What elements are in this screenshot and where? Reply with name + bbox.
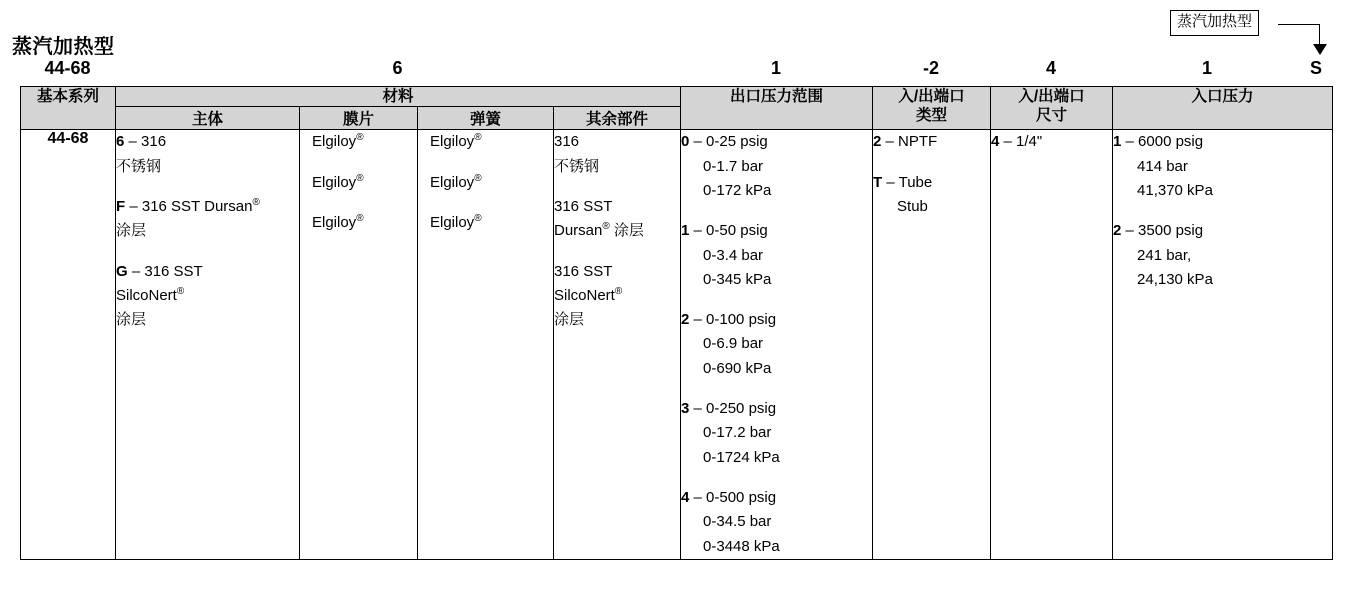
option-group: 4 – 0-500 psig 0-34.5 bar 0-3448 kPa <box>681 488 780 555</box>
option-group: 0 – 0-25 psig 0-1.7 bar 0-172 kPa <box>681 133 772 199</box>
cell-port-size <box>991 130 1113 559</box>
table-header-row-1 <box>21 87 1333 107</box>
option-group: 1 – 0-50 psig 0-3.4 bar 0-345 kPa <box>681 222 772 288</box>
order-code-segment: 1 <box>1201 58 1212 78</box>
header-material: 材料 <box>116 87 681 107</box>
header-base-series: 基本系列 <box>21 87 116 130</box>
option-group: 4 – 1/4" <box>991 133 1043 151</box>
header-material-body: 主体 <box>116 107 300 130</box>
option-group: G – 316 SST SilcoNert® 涂层 <box>116 262 203 329</box>
cell-material-diaphragm <box>300 130 418 559</box>
option-group: 2 – 0-100 psig 0-6.9 bar 0-690 kPa <box>681 311 777 377</box>
header-outlet-pressure-range: 出口压力范围 <box>681 87 873 130</box>
order-code-segment: 44-68 <box>44 58 91 78</box>
material-group: Elgiloy® <box>312 132 364 151</box>
annotation-callout <box>1170 10 1340 62</box>
order-code-row <box>20 58 1330 84</box>
material-group: Elgiloy® <box>312 172 364 191</box>
header-material-spring: 弹簧 <box>418 107 554 130</box>
material-group: Elgiloy® <box>430 172 482 191</box>
option-group: T – Tube Stub <box>873 173 933 215</box>
material-group: Elgiloy® <box>430 212 482 231</box>
annotation-label: 蒸汽加热型 <box>1170 10 1259 36</box>
cell-material-other-parts <box>554 130 681 559</box>
material-group: Elgiloy® <box>312 212 364 231</box>
order-code-segment: 1 <box>770 58 781 78</box>
cell-material-spring <box>418 130 554 559</box>
cell-outlet-pressure-range <box>681 130 873 559</box>
order-code-segment: S <box>1309 58 1322 78</box>
order-code-segment: 6 <box>392 58 403 78</box>
header-port-type: 入/出端口 类型 <box>873 87 991 130</box>
ordering-information-table <box>20 86 1333 560</box>
option-group: 3 – 0-250 psig 0-17.2 bar 0-1724 kPa <box>681 400 780 466</box>
cell-base-series: 44-68 <box>21 130 116 559</box>
cell-inlet-pressure <box>1113 130 1333 559</box>
header-material-other-parts: 其余部件 <box>554 107 681 130</box>
order-code-segment: 4 <box>1045 58 1056 78</box>
order-code-segment: -2 <box>922 58 939 78</box>
option-group: F – 316 SST Dursan® 涂层 <box>116 196 260 240</box>
page-title: 蒸汽加热型 <box>12 36 115 58</box>
cell-material-body <box>116 130 300 559</box>
material-group: Elgiloy® <box>430 132 482 151</box>
annotation-arrow-icon <box>1313 44 1327 55</box>
header-material-diaphragm: 膜片 <box>300 107 418 130</box>
material-group: 316 SST SilcoNert® 涂层 <box>554 262 623 329</box>
header-port-size: 入/出端口 尺寸 <box>991 87 1113 130</box>
material-group: 316 不锈钢 <box>554 133 600 175</box>
table-body-row <box>21 130 1333 559</box>
cell-port-type <box>873 130 991 559</box>
option-group: 6 – 316 不锈钢 <box>116 133 167 175</box>
option-group: 2 – NPTF <box>873 133 938 151</box>
annotation-leader-vertical <box>1319 24 1320 46</box>
annotation-leader-line <box>1278 24 1320 25</box>
material-group: 316 SST Dursan® 涂层 <box>554 197 644 240</box>
header-inlet-pressure: 入口压力 <box>1113 87 1333 130</box>
option-group: 1 – 6000 psig 414 bar 41,370 kPa <box>1113 133 1213 199</box>
option-group: 2 – 3500 psig 241 bar, 24,130 kPa <box>1113 222 1213 288</box>
